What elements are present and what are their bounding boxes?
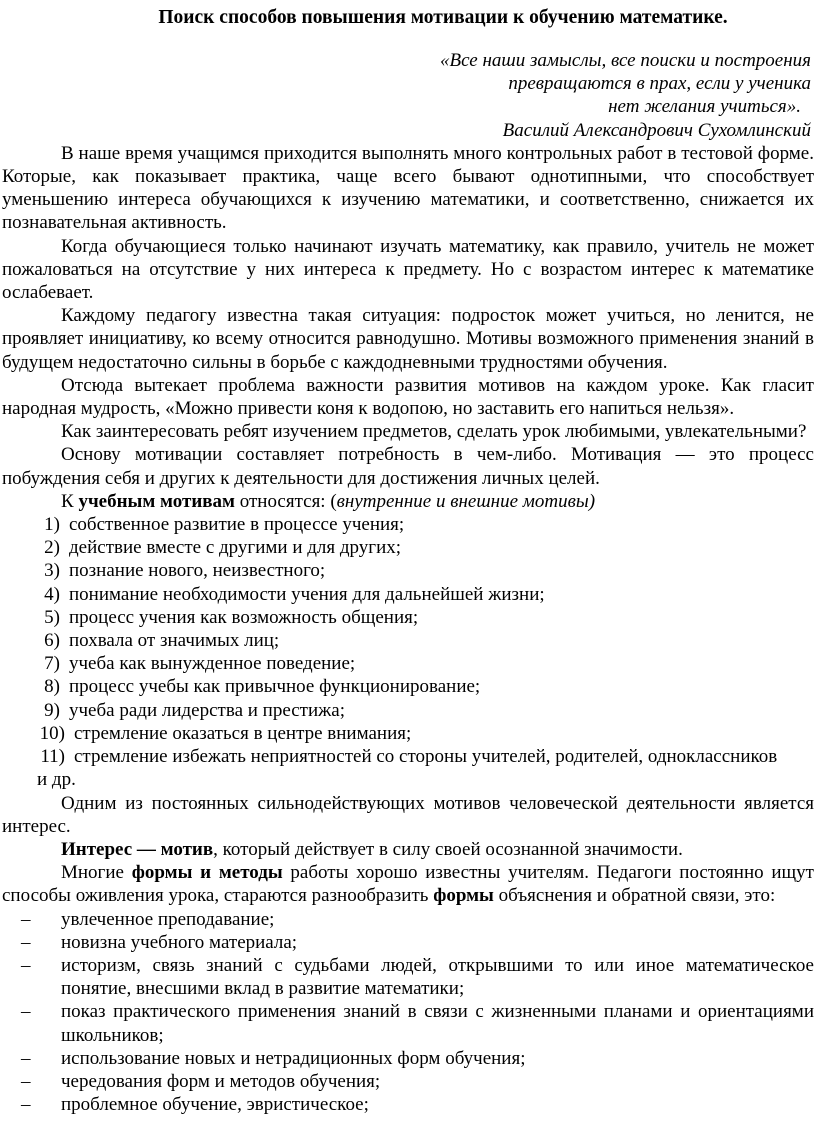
list-item: 4) понимание необходимости учения для дальнейшей жизни;	[44, 583, 545, 605]
motives-intro-bold: учебным мотивам	[78, 490, 235, 512]
list-item: 11) стремление избежать неприятностей со стороны учителей, родителей, одноклассников и др.	[37, 746, 778, 791]
list-item: 9) учеба ради лидерства и престижа;	[44, 699, 345, 721]
page-title: Поиск способов повышения мотивации к обучению математике.	[158, 7, 728, 28]
paragraph: Когда обучающиеся только начинают изучать математику, как правило, учитель не может пожаловаться на отсутствие у них интереса к предмету. Но с возрастом интерес к математике ослабевает.	[2, 235, 814, 304]
list-item: – историзм, связь знаний с судьбами людей, открывшими то или иное математическое понятие, внесшими вклад в развитие математики;	[21, 954, 814, 1000]
paragraph: Интерес — мотив, который действует в силу своей осознанной значимости.	[61, 838, 683, 860]
list-item: 8) процесс учебы как привычное функционирование;	[44, 676, 481, 698]
forms-intro: Многие формы и методы работы хорошо известны учителям. Педагоги постоянно ищут способы оживления урока, стараются разнообразить формы объяснения и обратной связи, это:	[2, 862, 814, 907]
list-item: 2) действие вместе с другими и для других;	[44, 537, 402, 559]
epigraph	[2, 49, 814, 142]
epigraph-author: Василий Александрович Сухомлинский	[502, 119, 811, 141]
motives-intro-italic: внутренние и внешние мотивы)	[336, 490, 596, 512]
forms-list	[2, 908, 814, 1117]
paragraph: Одним из постоянных сильнодействующих мотивов человеческой деятельности является интерес.	[2, 792, 814, 837]
list-item: – показ практического применения знаний в связи с жизненными планами и ориентациями школьников;	[21, 1001, 814, 1046]
paragraph: Каждому педагогу известна такая ситуация: подросток может учиться, но ленится, не проявляет инициативу, ко всему относится равнодушно. Мотивы возможного применения знаний в будущем недостаточно сильны в борьбе с каждодневными трудностями обучения.	[2, 305, 814, 373]
interest-bold: Интерес — мотив	[61, 838, 214, 860]
list-item: 10) стремление оказаться в центре внимания;	[39, 722, 412, 744]
list-item: – увлеченное преподавание;	[21, 908, 275, 930]
motives-intro: К учебным мотивам относятся: (внутренние и внешние мотивы)	[61, 490, 596, 512]
list-item: – новизна учебного материала;	[21, 931, 298, 953]
list-item: – использование новых и нетрадиционных форм обучения;	[21, 1047, 526, 1069]
epigraph-line: превращаются в прах, если у ученика	[508, 73, 811, 95]
list-item: 3) познание нового, неизвестного;	[44, 560, 326, 582]
epigraph-line: «Все наши замыслы, все поиски и построения	[439, 50, 811, 71]
epigraph-line: нет желания учиться».	[608, 96, 801, 118]
list-item: 7) учеба как вынужденное поведение;	[44, 653, 356, 675]
list-item: 5) процесс учения как возможность общения;	[44, 606, 419, 628]
paragraph: Отсюда вытекает проблема важности развития мотивов на каждом уроке. Как гласит народная мудрость, «Можно привести коня к водопою, но заставить его напиться нельзя».	[2, 374, 814, 420]
list-item: 6) похвала от значимых лиц;	[44, 630, 280, 652]
list-item: – чередования форм и методов обучения;	[21, 1070, 381, 1092]
motives-list	[2, 513, 814, 791]
paragraph: В наше время учащимся приходится выполнять много контрольных работ в тестовой форме. Которые, как показывает практика, чаще всего бывают однотипными, что способствует уменьшению интереса обучающихся к изучению математики, и соответственно, снижается их познавательная активность.	[2, 142, 814, 234]
paragraph: Как заинтересовать ребят изучением предметов, сделать урок любимыми, увлекательными?	[61, 421, 807, 443]
list-item: 1) собственное развитие в процессе учения;	[44, 514, 405, 536]
paragraph: Основу мотивации составляет потребность в чем-либо. Мотивация — это процесс побуждения себя и других к деятельности для достижения личных целей.	[2, 444, 814, 489]
list-item: – проблемное обучение, эвристическое;	[21, 1094, 369, 1116]
